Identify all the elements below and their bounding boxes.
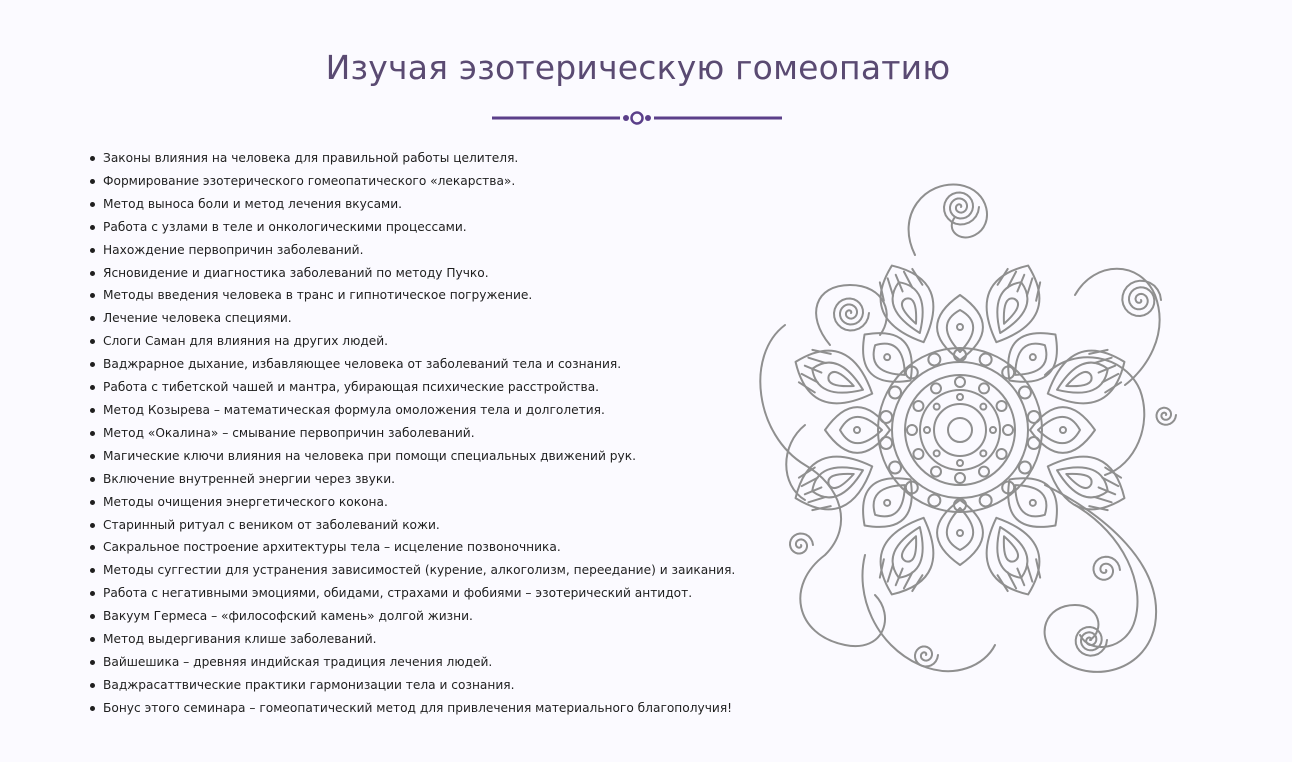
feature-list bbox=[88, 147, 735, 720]
list-item: Формирование эзотерического гомеопатического «лекарства». bbox=[88, 170, 735, 193]
list-item: Ваджрарное дыхание, избавляющее человека от заболеваний тела и сознания. bbox=[88, 353, 735, 376]
list-item: Вакуум Гермеса – «философский камень» долгой жизни. bbox=[88, 605, 735, 628]
list-item: Вайшешика – древняя индийская традиция лечения людей. bbox=[88, 651, 735, 674]
list-item: Бонус этого семинара – гомеопатический метод для привлечения материального благополучия! bbox=[88, 697, 735, 720]
list-item: Методы введения человека в транс и гипнотическое погружение. bbox=[88, 284, 735, 307]
page-title: Изучая эзотерическую гомеопатию bbox=[325, 48, 951, 87]
mandala-flower-icon bbox=[745, 175, 1185, 695]
list-item: Законы влияния на человека для правильной работы целителя. bbox=[88, 147, 735, 170]
list-item: Работа с тибетской чашей и мантра, убирающая психические расстройства. bbox=[88, 376, 735, 399]
list-item: Слоги Саман для влияния на других людей. bbox=[88, 330, 735, 353]
list-item: Метод Козырева – математическая формула омоложения тела и долголетия. bbox=[88, 399, 735, 422]
list-item: Метод выдергивания клише заболеваний. bbox=[88, 628, 735, 651]
list-item: Метод «Окалина» – смывание первопричин заболеваний. bbox=[88, 422, 735, 445]
list-item: Методы очищения энергетического кокона. bbox=[88, 491, 735, 514]
divider-ornament-icon bbox=[492, 111, 782, 125]
list-item: Магические ключи влияния на человека при помощи специальных движений рук. bbox=[88, 445, 735, 468]
list-item: Ясновидение и диагностика заболеваний по методу Пучко. bbox=[88, 262, 735, 285]
list-item: Работа с узлами в теле и онкологическими процессами. bbox=[88, 216, 735, 239]
list-item: Методы суггестии для устранения зависимостей (курение, алкоголизм, переедание) и заикания. bbox=[88, 559, 735, 582]
list-item: Ваджрасаттвические практики гармонизации тела и сознания. bbox=[88, 674, 735, 697]
list-item: Нахождение первопричин заболеваний. bbox=[88, 239, 735, 262]
list-item: Сакральное построение архитектуры тела – исцеление позвоночника. bbox=[88, 536, 735, 559]
list-item: Включение внутренней энергии через звуки. bbox=[88, 468, 735, 491]
list-item: Старинный ритуал с веником от заболеваний кожи. bbox=[88, 514, 735, 537]
list-item: Метод выноса боли и метод лечения вкусами. bbox=[88, 193, 735, 216]
list-item: Работа с негативными эмоциями, обидами, страхами и фобиями – эзотерический антидот. bbox=[88, 582, 735, 605]
list-item: Лечение человека специями. bbox=[88, 307, 735, 330]
